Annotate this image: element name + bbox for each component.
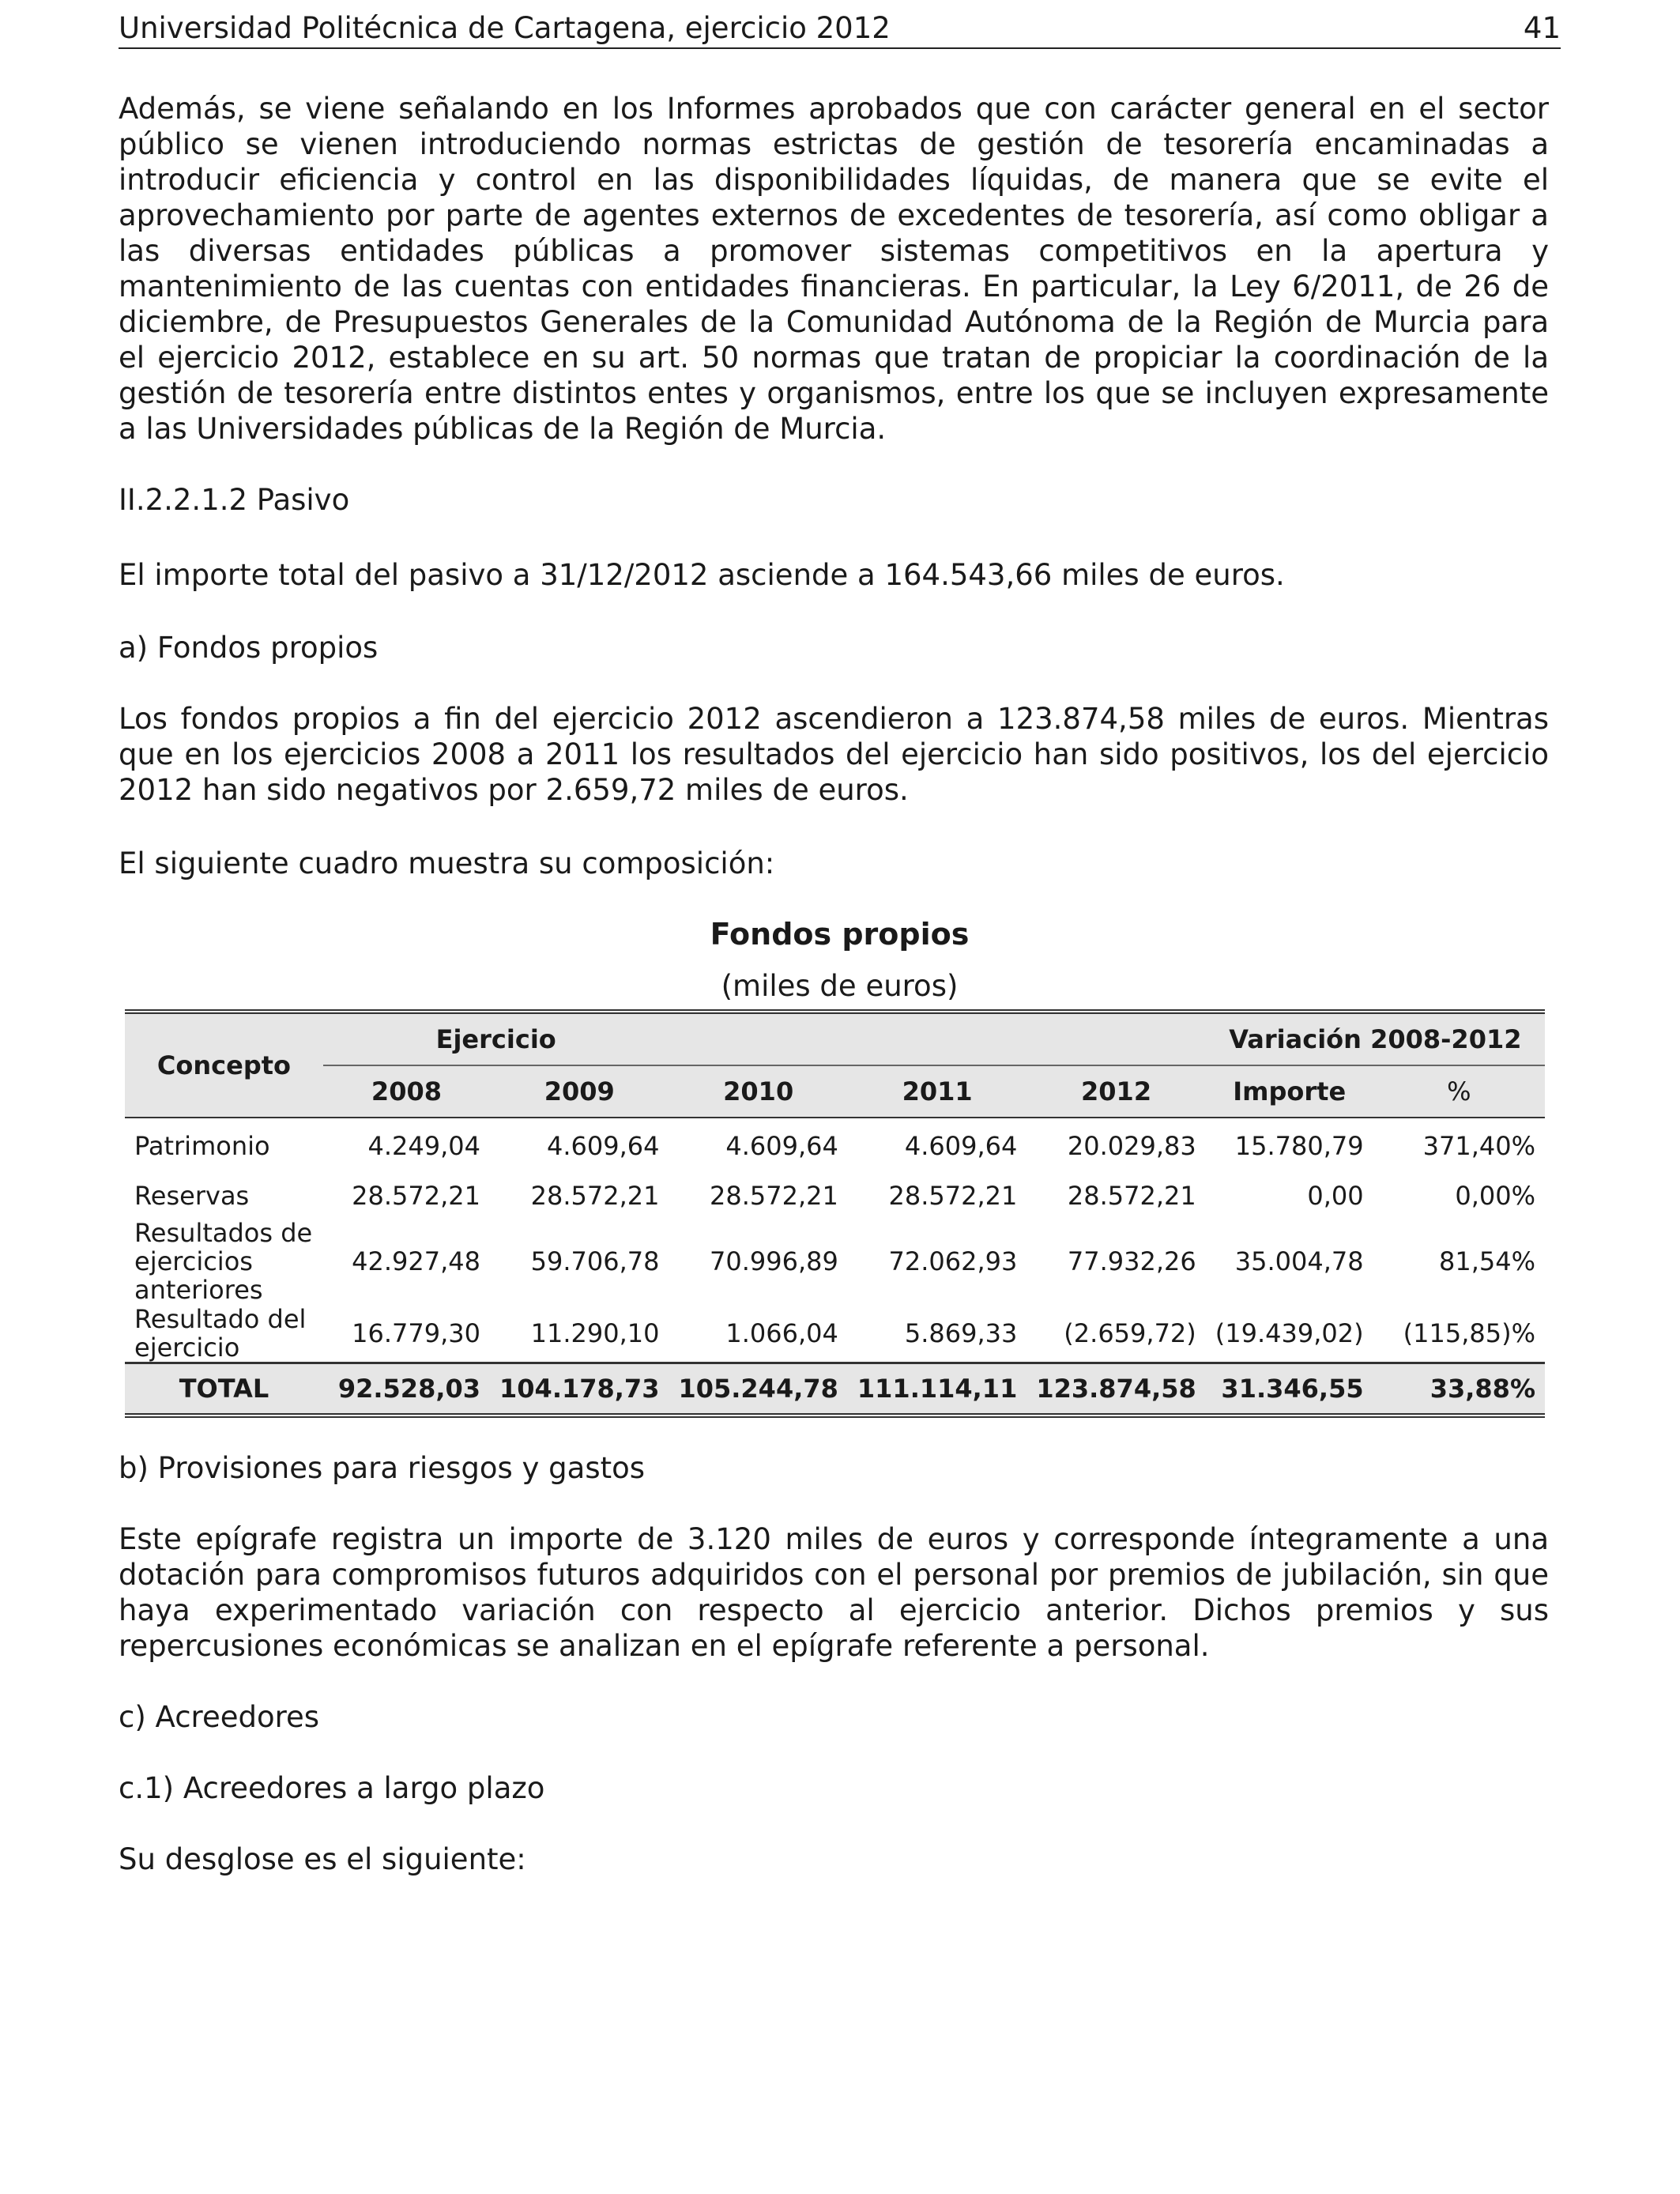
header-variacion: Variación 2008-2012: [1206, 1012, 1545, 1065]
cell-value: 5.869,33: [904, 1318, 1018, 1348]
header-pct: %: [1447, 1076, 1471, 1106]
cell-value: 42.927,48: [352, 1246, 481, 1276]
cell-value: 70.996,89: [710, 1246, 838, 1276]
total-label: TOTAL: [125, 1363, 323, 1416]
cell-value: 16.779,30: [352, 1318, 481, 1348]
total-value: 123.874,58: [1026, 1363, 1205, 1416]
total-value: 33,88%: [1373, 1363, 1545, 1416]
table-subtitle: (miles de euros): [721, 969, 959, 1003]
cell-value: (115,85)%: [1403, 1318, 1535, 1348]
total-value: 31.346,55: [1206, 1363, 1373, 1416]
paragraph-pasivo: El importe total del pasivo a 31/12/2012 asciende a 164.543,66 miles de euros.: [119, 558, 1285, 592]
total-value: 105.244,78: [669, 1363, 847, 1416]
paragraph-provisiones: Este epígrafe registra un importe de 3.120 miles de euros y corresponde íntegramente a una dotación para compromisos futuros adquiridos con el personal por premios de jubilación, sin que haya experimentado variación con respecto al ejercicio anterior. Dichos premios y sus repercusiones económicas se analizan en el epígrafe referente a personal.: [119, 1522, 1549, 1663]
table-header-row-1: [125, 1012, 1545, 1065]
header-year: 2012: [1081, 1076, 1152, 1106]
total-value: 104.178,73: [490, 1363, 669, 1416]
cell-value: 4.249,04: [367, 1131, 481, 1161]
cell-value: 20.029,83: [1067, 1131, 1196, 1161]
cell-value: 77.932,26: [1067, 1246, 1196, 1276]
table-title: Fondos propios: [710, 917, 970, 952]
table-total-row: [125, 1363, 1545, 1416]
cell-value: 28.572,21: [530, 1181, 660, 1211]
table-row: [125, 1174, 1545, 1218]
heading-acreedores: c) Acreedores: [119, 1700, 320, 1734]
page-number: 41: [1523, 11, 1561, 45]
cell-value: 35.004,78: [1234, 1246, 1364, 1276]
paragraph-fondos-propios: Los fondos propios a fin del ejercicio 2012 ascendieron a 123.874,58 miles de euros. Mientras que en los ejercicios 2008 a 2011 los resultados del ejercicio han sido positivos, los del ejercicio 2012 han sido negativos por 2.659,72 miles de euros.: [119, 702, 1549, 807]
header-title: Universidad Politécnica de Cartagena, ejercicio 2012: [119, 11, 891, 45]
cell-value: 72.062,93: [888, 1246, 1018, 1276]
paragraph-cuadro: El siguiente cuadro muestra su composición:: [119, 846, 775, 880]
fondos-propios-table: [125, 1009, 1545, 1418]
page-header: [119, 9, 1561, 49]
cell-value: (19.439,02): [1215, 1318, 1364, 1348]
cell-value: 81,54%: [1438, 1246, 1535, 1276]
heading-pasivo: II.2.2.1.2 Pasivo: [119, 483, 350, 517]
row-concepto: Patrimonio: [134, 1131, 270, 1161]
header-importe: Importe: [1233, 1076, 1347, 1106]
cell-value: 4.609,64: [546, 1131, 660, 1161]
header-year: 2011: [902, 1076, 973, 1106]
header-blank: [669, 1012, 1205, 1065]
cell-value: 28.572,21: [352, 1181, 481, 1211]
heading-provisiones: b) Provisiones para riesgos y gastos: [119, 1451, 646, 1485]
table-header-row-2: [125, 1065, 1545, 1118]
header-year: 2010: [723, 1076, 794, 1106]
cell-value: 11.290,10: [530, 1318, 660, 1348]
paragraph-tesoreria: Además, se viene señalando en los Informes aprobados que con carácter general en el sector público se vienen introduciendo normas estrictas de gestión de tesorería encaminadas a introducir eficiencia y control en las disponibilidades líquidas, de manera que se evite el aprovechamiento por parte de agentes externos de excedentes de tesorería, así como obligar a las diversas entidades públicas a promover sistemas competitivos en la apertura y mantenimiento de las cuentas con entidades financieras. En particular, la Ley 6/2011, de 26 de diciembre, de Presupuestos Generales de la Comunidad Autónoma de la Región de Murcia para el ejercicio 2012, establece en su art. 50 normas que tratan de propiciar la coordinación de la gestión de tesorería entre distintos entes y organismos, entre los que se incluyen expresamente a las Universidades públicas de la Región de Murcia.: [119, 92, 1549, 446]
cell-value: 15.780,79: [1234, 1131, 1364, 1161]
cell-value: 0,00: [1307, 1181, 1364, 1211]
header-concepto: Concepto: [156, 1050, 291, 1080]
cell-value: 28.572,21: [1067, 1181, 1196, 1211]
cell-value: (2.659,72): [1064, 1318, 1196, 1348]
total-value: 92.528,03: [323, 1363, 490, 1416]
cell-value: 0,00%: [1455, 1181, 1535, 1211]
row-concepto: Resultados de ejercicios anteriores: [134, 1218, 313, 1305]
cell-value: 28.572,21: [710, 1181, 838, 1211]
cell-value: 4.609,64: [904, 1131, 1018, 1161]
cell-value: 371,40%: [1422, 1131, 1535, 1161]
header-ejercicio: Ejercicio: [323, 1012, 669, 1065]
table-row: [125, 1218, 1545, 1305]
paragraph-desglose: Su desglose es el siguiente:: [119, 1842, 526, 1876]
row-concepto: Resultado del ejercicio: [134, 1304, 307, 1363]
table-row: [125, 1305, 1545, 1363]
heading-acreedores-largo-plazo: c.1) Acreedores a largo plazo: [119, 1771, 545, 1805]
header-year: 2008: [371, 1076, 442, 1106]
heading-fondos-propios: a) Fondos propios: [119, 631, 379, 665]
cell-value: 59.706,78: [530, 1246, 660, 1276]
row-concepto: Reservas: [134, 1181, 250, 1211]
cell-value: 28.572,21: [888, 1181, 1018, 1211]
table-row: [125, 1118, 1545, 1174]
cell-value: 1.066,04: [725, 1318, 838, 1348]
total-value: 111.114,11: [848, 1363, 1026, 1416]
header-year: 2009: [544, 1076, 615, 1106]
cell-value: 4.609,64: [725, 1131, 838, 1161]
